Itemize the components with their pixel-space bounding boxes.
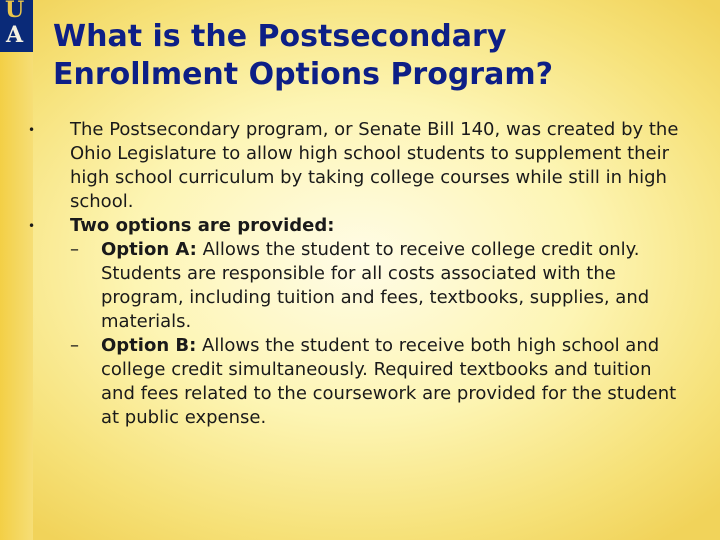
university-logo bbox=[0, 0, 33, 52]
slide-title: What is the Postsecondary Enrollment Options Program? bbox=[53, 19, 554, 92]
bullet-options bbox=[28, 214, 688, 238]
bullet-marker: • bbox=[28, 219, 36, 233]
option-a-label: Option A: bbox=[101, 239, 197, 260]
bullet-marker: • bbox=[28, 123, 36, 137]
logo-letter-u: U bbox=[5, 0, 25, 23]
dash-marker: – bbox=[70, 239, 79, 260]
option-b-text: Allows the student to receive both high school and college credit simultaneously. Required textbooks and tuition and fees related to the coursework are provided for the student at public expense. bbox=[101, 335, 677, 428]
logo-letter-a: A bbox=[6, 22, 24, 48]
slide-content bbox=[28, 118, 688, 430]
bullet-text: Two options are provided: bbox=[70, 215, 335, 236]
option-a-item bbox=[28, 238, 688, 334]
bullet-text: The Postsecondary program, or Senate Bill 140, was created by the Ohio Legislature to allow high school students to supplement their high school curriculum by taking college courses while still in high school. bbox=[70, 119, 679, 212]
option-b-label: Option B: bbox=[101, 335, 197, 356]
options-list bbox=[28, 238, 688, 430]
option-a-text: Allows the student to receive college credit only. Students are responsible for all costs associated with the program, including tuition and fees, textbooks, supplies, and materials. bbox=[101, 239, 650, 332]
dash-marker: – bbox=[70, 335, 79, 356]
option-b-item bbox=[28, 334, 688, 430]
bullet-program-description bbox=[28, 118, 688, 214]
